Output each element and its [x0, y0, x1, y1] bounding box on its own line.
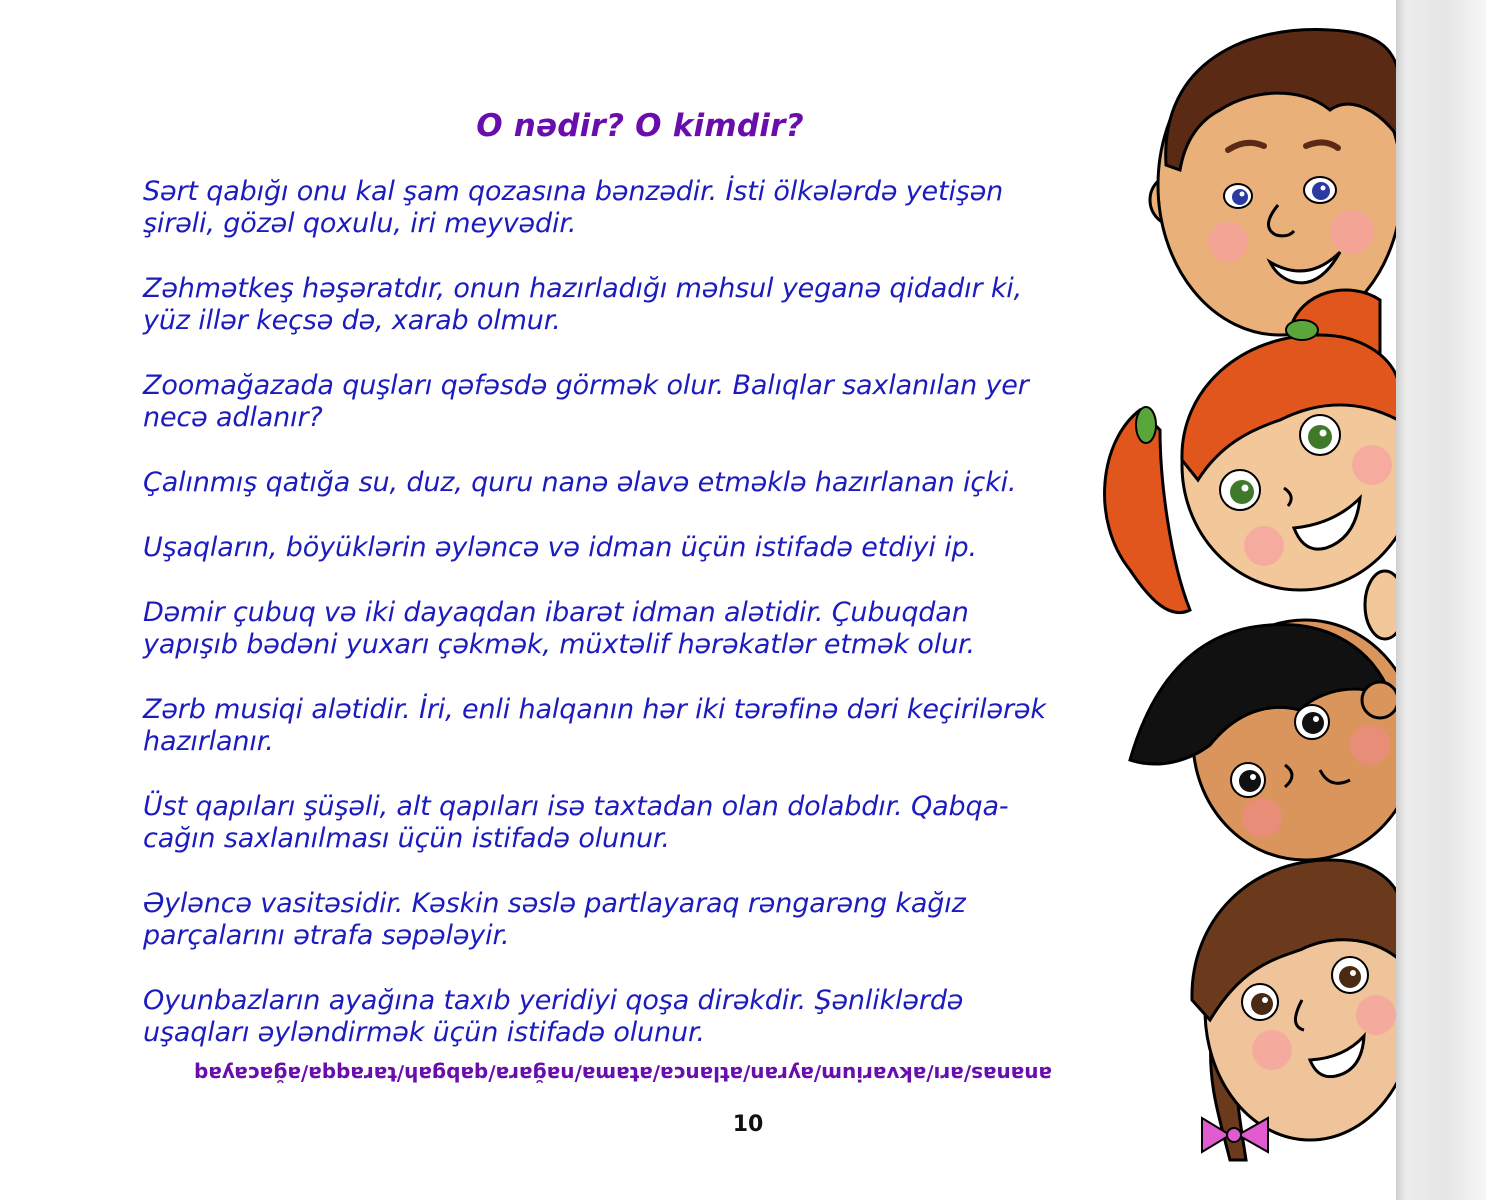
riddle-item: Sərt qabığı onu kal şam qozasına bənzədir. İsti ölkələrdə yetişən şirəli, gözəl qoxulu, iri meyvədir.	[143, 176, 1004, 239]
riddle-item: Çalınmış qatığa su, duz, quru nanə əlavə etməklə hazırlanan içki.	[143, 467, 1017, 498]
riddle-item: Zoomağazada quşları qəfəsdə görmək olur. Balıqlar saxlanılan yer necə adlanır?	[143, 370, 1029, 433]
boy-face-icon	[1150, 30, 1396, 335]
riddle-item: Uşaqların, böyüklərin əyləncə və idman üçün istifadə etdiyi ip.	[143, 532, 977, 563]
upside-down-answers: ananas/arı/akvarium/ayran/atlanca/atama/nağara/qabgah/taraqqa/ağacayaq	[194, 1062, 1052, 1086]
girl-redhead-face-icon	[1105, 290, 1396, 639]
book-spine	[1396, 0, 1486, 1200]
riddle-item: Üst qapıları şüşəli, alt qapıları isə taxtadan olan dolabdır. Qabqa- cağın saxlanılması üçün istifadə olunur.	[143, 791, 1009, 854]
riddle-item: Oyunbazların ayağına taxıb yeridiyi qoşa dirəkdir. Şənliklərdə uşaqları əyləndirmək üçün istifadə olunur.	[143, 985, 964, 1048]
boy-dark-hair-face-icon	[1130, 620, 1396, 860]
girl-braid-face-icon	[1192, 860, 1396, 1160]
riddle-item: Əyləncə vasitəsidir. Kəskin səslə partlayaraq rəngarəng kağız parçalarını ətrafa səpələyir.	[143, 888, 966, 951]
children-illustration	[1080, 0, 1396, 1200]
page-number: 10	[732, 1112, 764, 1137]
riddle-list	[143, 176, 1143, 1082]
riddle-item: Dəmir çubuq və iki dayaqdan ibarət idman alətidir. Çubuqdan yapışıb bədəni yuxarı çəkmək, müxtəlif hərəkatlər etmək olur.	[143, 597, 975, 660]
riddle-item: Zəhmətkeş həşəratdır, onun hazırladığı məhsul yeganə qidadır ki, yüz illər keçsə də, xarab olmur.	[143, 273, 1023, 336]
page-title: O nədir? O kimdir?	[476, 108, 804, 144]
riddle-item: Zərb musiqi alətidir. İri, enli halqanın hər iki tərəfinə dəri keçirilərək hazırlanır.	[143, 694, 1046, 757]
